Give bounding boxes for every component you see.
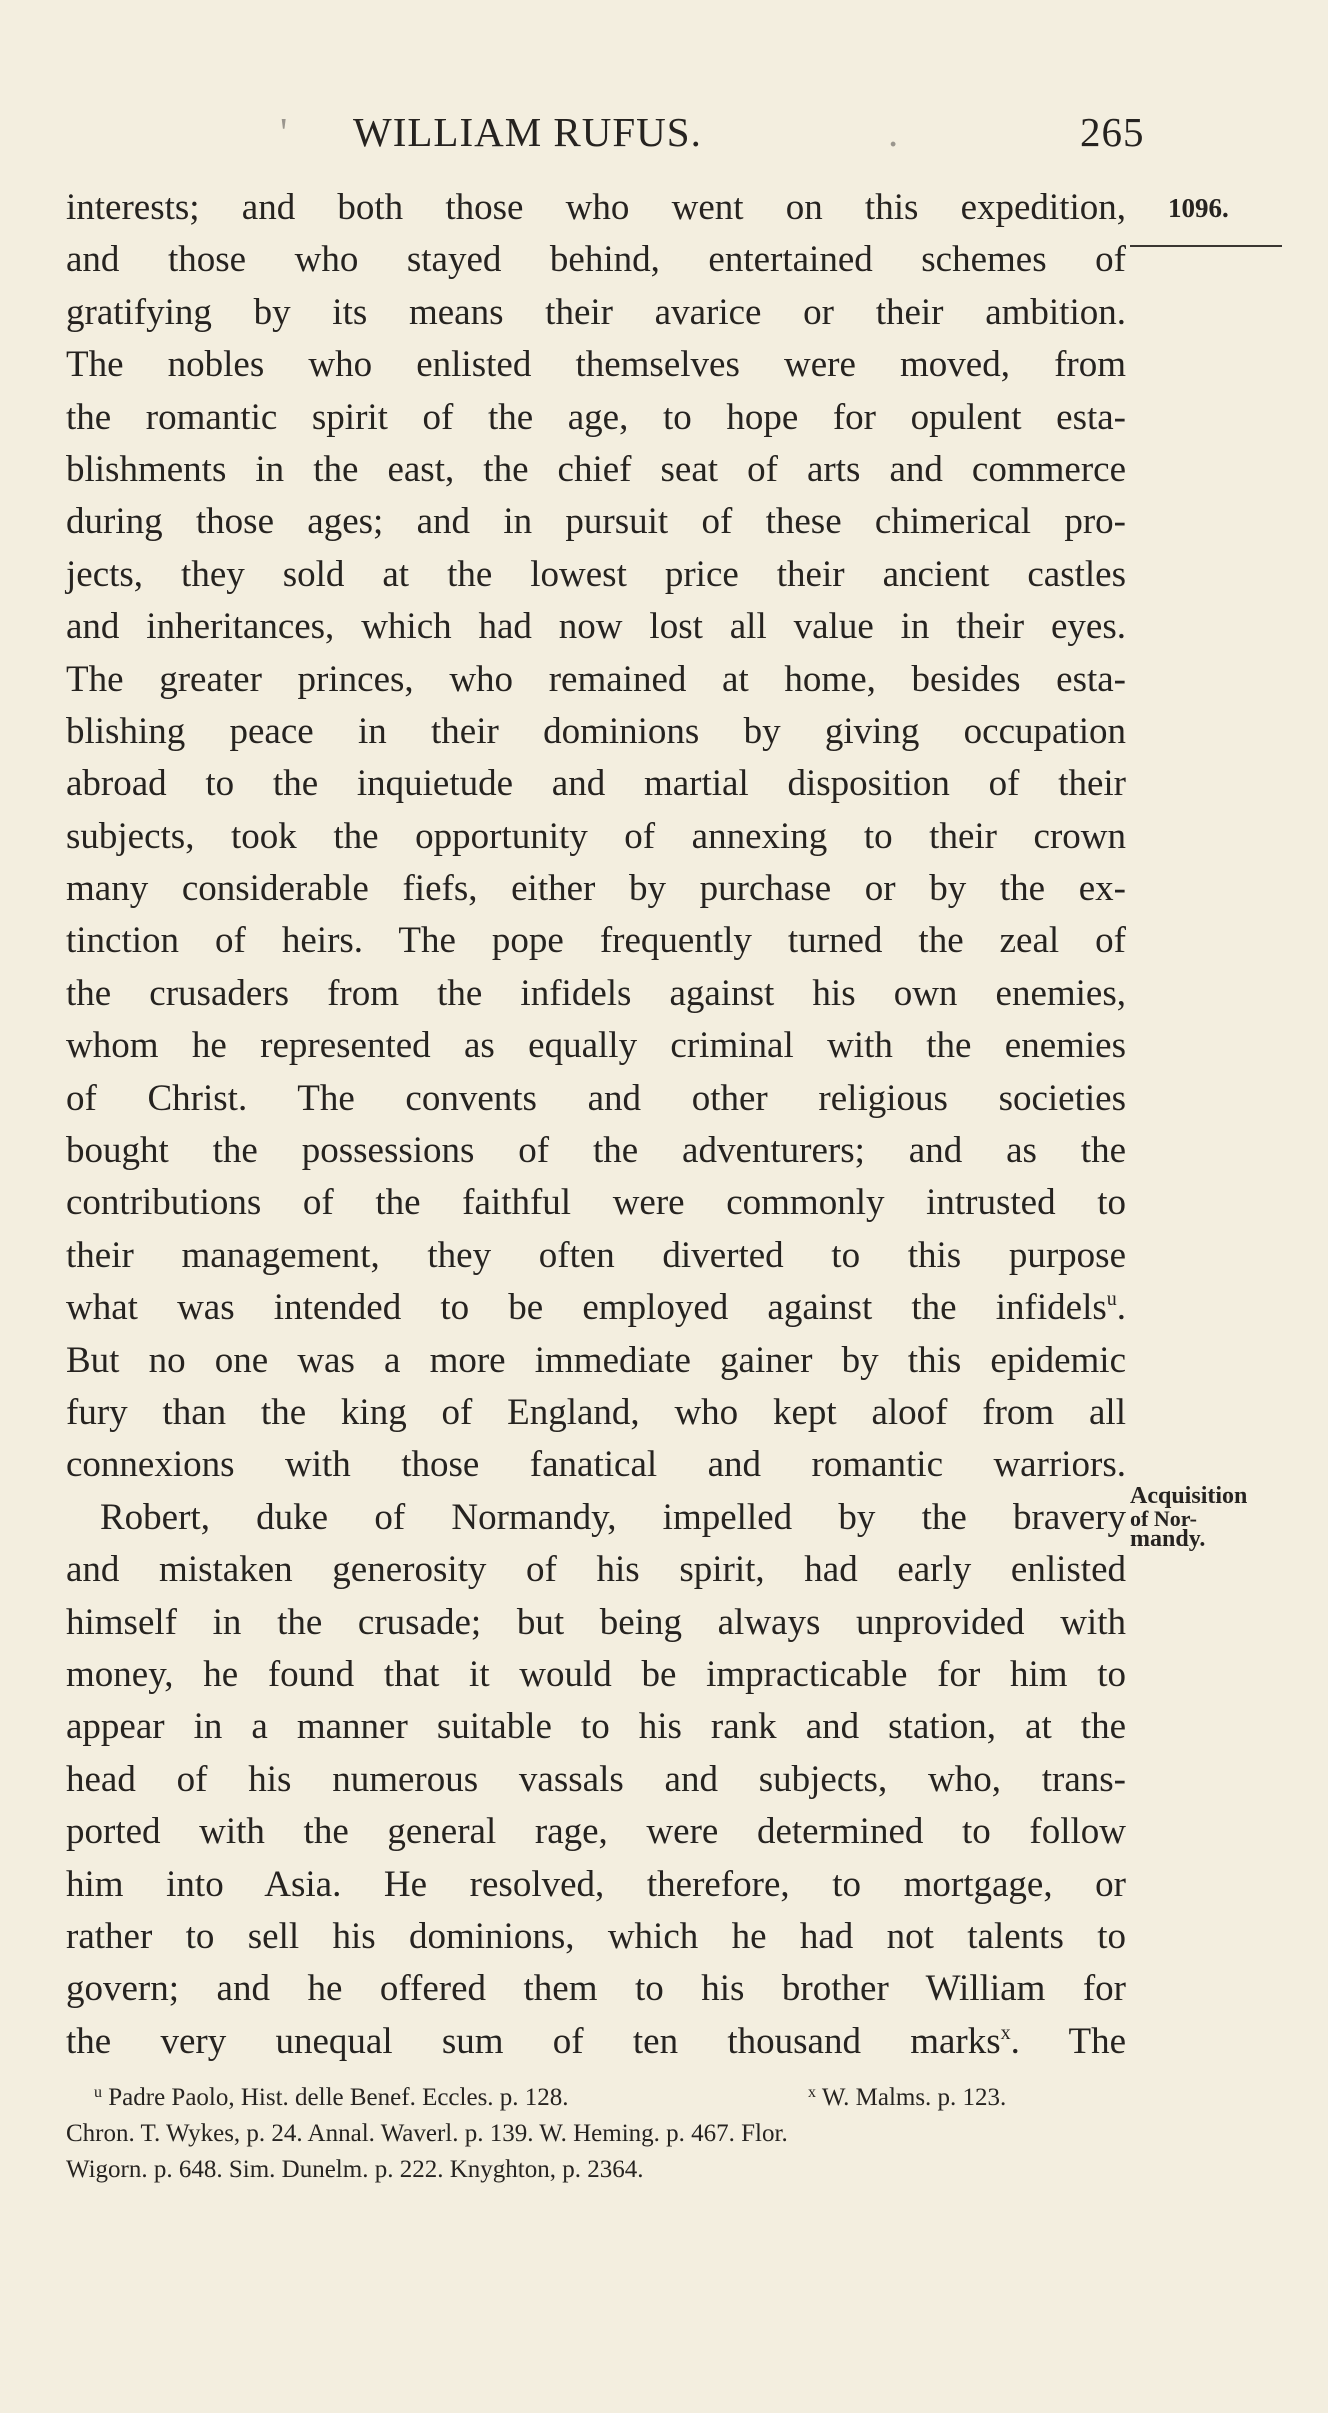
footnote-mark-x: x xyxy=(808,2084,816,2101)
body-line: connexions with those fanatical and romantic warriors. xyxy=(66,1444,1126,1486)
body-line: subjects, took the opportunity of annexing to their crown xyxy=(66,815,1126,857)
footnote-x xyxy=(808,2080,1006,2116)
body-line: gratifying by its means their avarice or their ambition. xyxy=(66,291,1126,333)
body-line: him into Asia. He resolved, therefore, to mortgage, or xyxy=(66,1863,1126,1905)
paragraph-start-line: Robert, duke of Normandy, impelled by the bravery xyxy=(100,1496,1126,1538)
body-line: ported with the general rage, were determined to follow xyxy=(66,1811,1126,1853)
running-title: WILLIAM RUFUS. xyxy=(353,109,702,155)
margin-acquisition-line1: Acquisition xyxy=(1130,1483,1248,1509)
body-line: and mistaken generosity of his spirit, had early enlisted xyxy=(66,1549,1126,1591)
header-mark-left: ' xyxy=(280,109,289,155)
body-line-text: what was intended to be employed against the infidels xyxy=(66,1287,1107,1329)
body-line: blishing peace in their dominions by giving occupation xyxy=(66,710,1126,752)
body-line: bought the possessions of the adventurers; and as the xyxy=(66,1130,1126,1172)
body-line: contributions of the faithful were commonly intrusted to xyxy=(66,1182,1126,1224)
margin-year: 1096. xyxy=(1168,193,1229,223)
body-text xyxy=(66,182,1126,2068)
margin-acquisition-line2: of Nor- xyxy=(1130,1506,1197,1531)
body-line: many considerable fiefs, either by purchase or by the ex- xyxy=(66,868,1126,910)
body-line: govern; and he offered them to his brother William for xyxy=(66,1968,1126,2010)
margin-year-rule xyxy=(1130,245,1282,247)
body-line: their management, they often diverted to this purpose xyxy=(66,1234,1126,1276)
body-line-footnote-x xyxy=(66,2016,1126,2068)
body-line: tinction of heirs. The pope frequently turned the zeal of xyxy=(66,920,1126,962)
margin-acquisition-line3: mandy. xyxy=(1130,1526,1206,1552)
page-number: 265 xyxy=(1080,109,1145,155)
footnote-x-text: W. Malms. p. 123. xyxy=(821,2084,1007,2111)
body-line: rather to sell his dominions, which he had not talents to xyxy=(66,1915,1126,1957)
body-line: whom he represented as equally criminal with the enemies xyxy=(66,1025,1126,1067)
body-line: and inheritances, which had now lost all value in their eyes. xyxy=(66,606,1126,648)
body-line: abroad to the inquietude and martial disposition of their xyxy=(66,763,1126,805)
footnote-u-text: Padre Paolo, Hist. delle Benef. Eccles. p. 128. xyxy=(108,2084,569,2111)
footnotes xyxy=(66,2080,1146,2188)
footnote-line-1 xyxy=(66,2080,1146,2116)
margin-acquisition-note xyxy=(1130,1484,1328,1550)
body-line-tail: . xyxy=(1116,1287,1126,1329)
body-line: the crusaders from the infidels against his own enemies, xyxy=(66,972,1126,1014)
footnote-line-3: Wigorn. p. 648. Sim. Dunelm. p. 222. Knyghton, p. 2364. xyxy=(66,2156,644,2183)
body-line-text: the very unequal sum of ten thousand marks xyxy=(66,2020,1001,2062)
body-line: interests; and both those who went on this expedition, xyxy=(66,187,1126,228)
body-line: himself in the crusade; but being always unprovided with xyxy=(66,1601,1126,1643)
body-line: and those who stayed behind, entertained schemes of xyxy=(66,239,1126,281)
footnote-line-2: Chron. T. Wykes, p. 24. Annal. Waverl. p. 139. W. Heming. p. 467. Flor. xyxy=(66,2120,788,2147)
body-line: of Christ. The convents and other religious societies xyxy=(66,1077,1126,1119)
body-line: The nobles who enlisted themselves were moved, from xyxy=(66,344,1126,386)
body-line: But no one was a more immediate gainer by this epidemic xyxy=(66,1339,1126,1381)
body-line: money, he found that it would be impracticable for him to xyxy=(66,1653,1126,1695)
body-line: fury than the king of England, who kept aloof from all xyxy=(66,1391,1126,1433)
body-line-tail: . The xyxy=(1010,2020,1127,2062)
body-line: blishments in the east, the chief seat of arts and commerce xyxy=(66,448,1126,490)
header-mark-right: . xyxy=(888,109,900,155)
body-line: appear in a manner suitable to his rank and station, at the xyxy=(66,1706,1126,1748)
footnote-ref-x: x xyxy=(1000,2021,1011,2044)
body-line: The greater princes, who remained at home, besides esta- xyxy=(66,658,1126,700)
body-line-footnote-u xyxy=(66,1282,1126,1334)
running-head xyxy=(0,108,1328,158)
footnote-ref-u: u xyxy=(1106,1288,1117,1311)
footnote-u xyxy=(94,2080,569,2116)
footnote-mark-u: u xyxy=(94,2084,102,2101)
body-line: jects, they sold at the lowest price their ancient castles xyxy=(66,553,1126,595)
body-line: head of his numerous vassals and subjects, who, trans- xyxy=(66,1758,1126,1800)
body-line: the romantic spirit of the age, to hope for opulent esta- xyxy=(66,396,1126,438)
body-line: during those ages; and in pursuit of these chimerical pro- xyxy=(66,501,1126,543)
